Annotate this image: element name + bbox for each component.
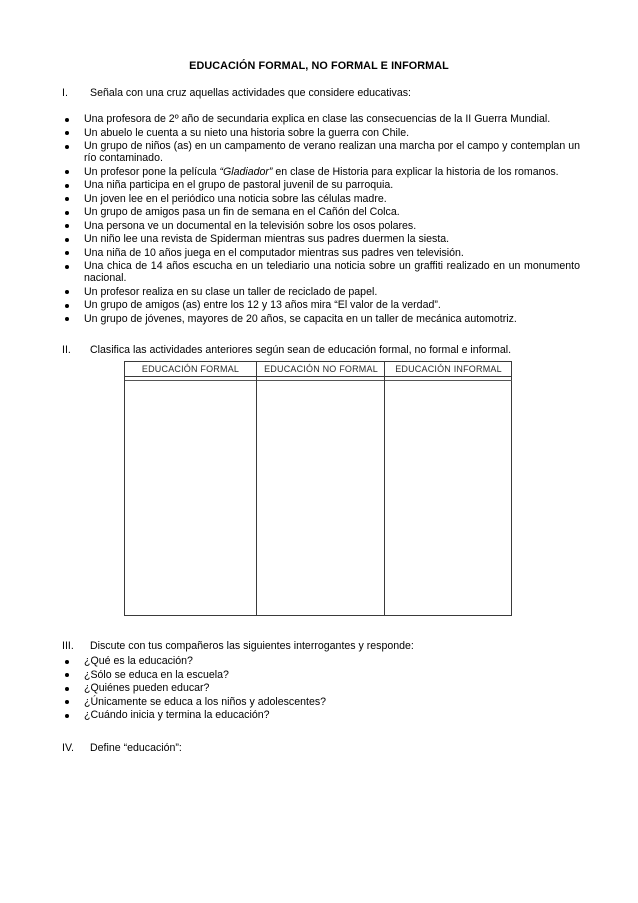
- bullet-icon: [65, 211, 69, 215]
- list-item: Un grupo de jóvenes, mayores de 20 años, se capacita en un taller de mecánica automotriz.: [62, 313, 580, 325]
- list-item: Una niña de 10 años juega en el computador mientras sus padres ven televisión.: [62, 247, 580, 259]
- table-border: [124, 361, 512, 616]
- bullet-icon: [65, 118, 69, 122]
- bullet-icon: [65, 687, 69, 691]
- bullet-icon: [65, 145, 69, 149]
- answer-area-no-formal: [257, 380, 385, 616]
- bullet-icon: [65, 251, 69, 255]
- list-item: ¿Quiénes pueden educar?: [62, 682, 580, 694]
- bullet-icon: [65, 317, 69, 321]
- bullet-icon: [65, 170, 69, 174]
- bullet-icon: [65, 184, 69, 188]
- list-item: ¿Cuándo inicia y termina la educación?: [62, 709, 580, 721]
- bullet-icon: [65, 197, 69, 201]
- list-item: Un profesor pone la película “Gladiador” en clase de Historia para explicar la historia de los romanos.: [62, 166, 580, 178]
- question-list: [62, 655, 580, 723]
- list-item: Un joven lee en el periódico una noticia sobre las células madre.: [62, 193, 580, 205]
- list-item: ¿Únicamente se educa a los niños y adolescentes?: [62, 696, 580, 708]
- table-column-formal: [125, 362, 256, 615]
- table-column-informal: [384, 362, 512, 615]
- bullet-icon: [65, 714, 69, 718]
- table-header-formal: EDUCACIÓN FORMAL: [125, 362, 256, 377]
- document-title: EDUCACIÓN FORMAL, NO FORMAL E INFORMAL: [189, 60, 449, 72]
- bullet-icon: [65, 224, 69, 228]
- section-3-instruction: Discute con tus compañeros las siguientes interrogantes y responde:: [90, 640, 414, 652]
- bullet-icon: [65, 700, 69, 704]
- list-item: ¿Sólo se educa en la escuela?: [62, 669, 580, 681]
- activity-list: [62, 113, 580, 326]
- table-column-no-formal: [256, 362, 385, 615]
- table-header-no-formal: EDUCACIÓN NO FORMAL: [257, 362, 385, 377]
- classification-table: [124, 361, 512, 616]
- table-header-informal: EDUCACIÓN INFORMAL: [385, 362, 512, 377]
- list-item: Una profesora de 2º año de secundaria explica en clase las consecuencias de la II Guerra Mundial.: [62, 113, 580, 125]
- bullet-icon: [65, 660, 69, 664]
- bullet-icon: [65, 238, 69, 242]
- list-item: ¿Qué es la educación?: [62, 655, 580, 667]
- list-item: Un profesor realiza en su clase un taller de reciclado de papel.: [62, 286, 580, 298]
- list-item: Un niño lee una revista de Spiderman mientras sus padres duermen la siesta.: [62, 233, 580, 245]
- section-2-number: II.: [62, 344, 71, 356]
- section-4-instruction: Define “educación”:: [90, 742, 182, 754]
- list-item: Un abuelo le cuenta a su nieto una historia sobre la guerra con Chile.: [62, 127, 580, 139]
- list-item: Una niña participa en el grupo de pastoral juvenil de su parroquia.: [62, 179, 580, 191]
- bullet-icon: [65, 265, 69, 269]
- list-item: Una persona ve un documental en la televisión sobre los osos polares.: [62, 220, 580, 232]
- section-2-instruction: Clasifica las actividades anteriores según sean de educación formal, no formal e informal.: [90, 344, 512, 356]
- list-item: Un grupo de niños (as) en un campamento de verano realizan una marcha por el campo y contemplan un río contaminado.: [62, 140, 580, 164]
- section-1-instruction: Señala con una cruz aquellas actividades que considere educativas:: [90, 87, 411, 99]
- section-3-number: III.: [62, 640, 74, 652]
- bullet-icon: [65, 673, 69, 677]
- section-4-number: IV.: [62, 742, 74, 754]
- section-1-number: I.: [62, 87, 68, 99]
- bullet-icon: [65, 290, 69, 294]
- list-item: Una chica de 14 años escucha en un telediario una noticia sobre un graffiti realizado en un monumento nacional.: [62, 260, 580, 284]
- list-item: Un grupo de amigos (as) entre los 12 y 13 años mira “El valor de la verdad”.: [62, 299, 580, 311]
- bullet-icon: [65, 304, 69, 308]
- answer-area-informal: [385, 380, 512, 616]
- answer-area-formal: [125, 380, 256, 616]
- list-item: Un grupo de amigos pasa un fin de semana en el Cañón del Colca.: [62, 206, 580, 218]
- bullet-icon: [65, 131, 69, 135]
